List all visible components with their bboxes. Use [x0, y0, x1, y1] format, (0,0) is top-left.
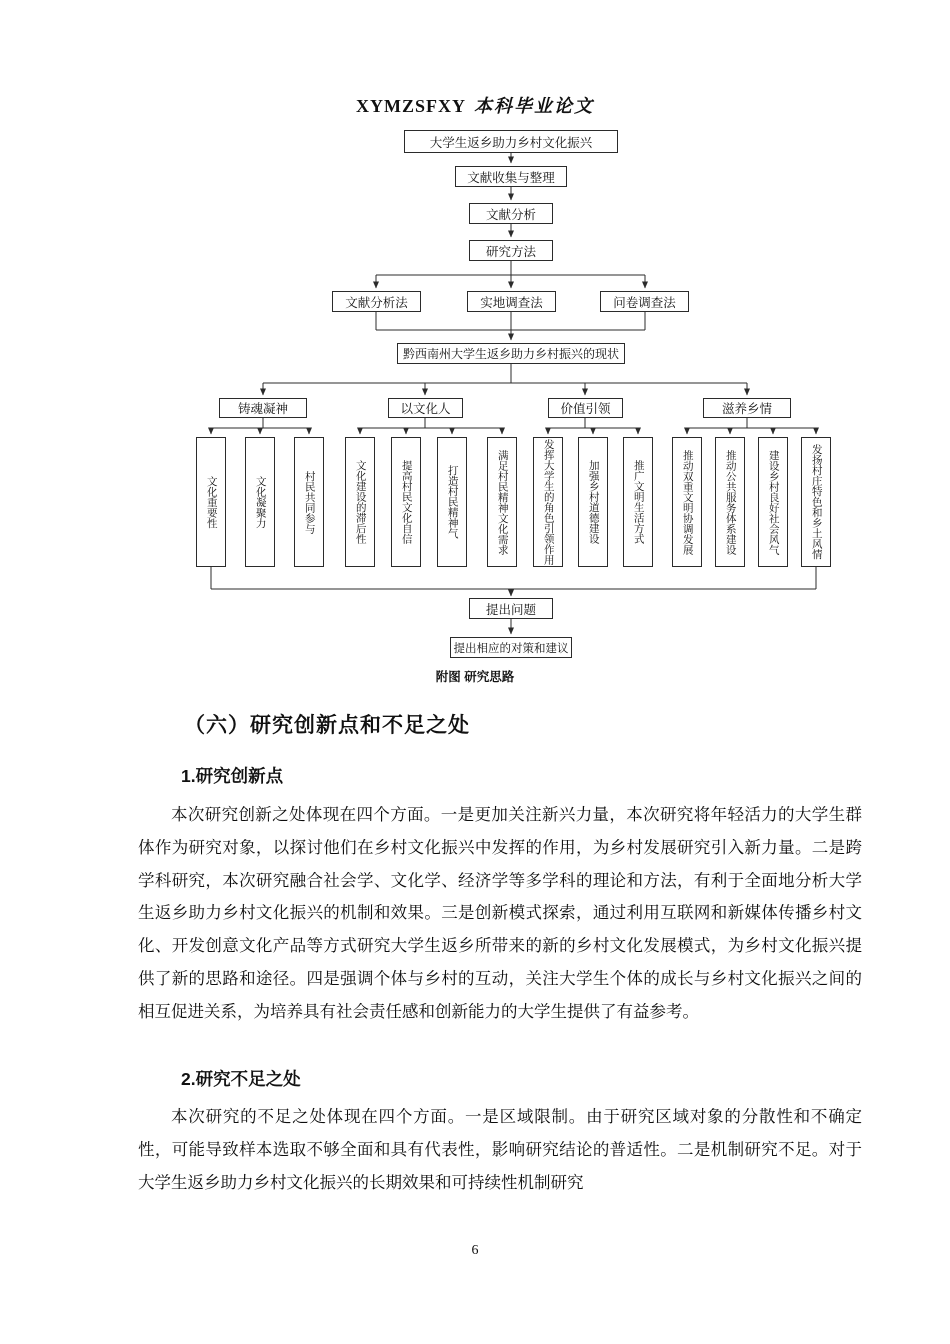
subsection-heading-innovation: 1.研究创新点	[181, 766, 284, 786]
flow-item-g1-1-label: 文化重要性	[205, 475, 218, 529]
flowchart-caption: 附图 研究思路	[435, 670, 515, 684]
flow-item-g3-1-label: 发挥大学生的角色引领作用	[542, 439, 555, 565]
flow-box-literature-analysis	[469, 203, 553, 224]
flow-box-literature-collection	[455, 166, 567, 187]
flow-box-research-methods	[469, 240, 553, 261]
flow-item-g1-2-label: 文化凝聚力	[254, 475, 267, 529]
flow-box-literature-analysis-label: 文献分析	[485, 207, 536, 222]
flow-box-category-4-label: 滋养乡情	[721, 402, 772, 416]
section-heading: （六）研究创新点和不足之处	[184, 714, 470, 737]
flow-box-topic	[404, 130, 618, 153]
subsection-heading-limitations: 2.研究不足之处	[181, 1069, 301, 1089]
flow-box-topic-label: 大学生返乡助力乡村文化振兴	[429, 135, 593, 150]
paragraph-innovation: 本次研究创新之处体现在四个方面。一是更加关注新兴力量，本次研究将年轻活力的大学生群体作为研究对象，以探讨他们在乡村文化振兴中发挥的作用，为乡村发展研究引入新力量。二是跨学科研究，本次研究融合社会学、文化学、经济学等多学科的理论和方法，有利于全面地分析大学生返乡助力乡村文化振兴的机制和效果。三是创新模式探索，通过利用互联网和新媒体传播乡村文化、开发创意文化产品等方式研究大学生返乡所带来的新的乡村文化发展模式，为乡村文化振兴提供了新的思路和途径。四是强调个体与乡村的互动，关注大学生个体的成长与乡村文化振兴之间的相互促进关系，为培养具有社会责任感和创新能力的大学生提供了有益参考。	[138, 805, 862, 1021]
flow-box-category-2-label: 以文化人	[400, 402, 451, 416]
flow-item-g4-1-label: 推动双重文明协调发展	[681, 449, 694, 555]
flow-box-category-3-label: 价值引领	[560, 402, 611, 416]
flow-item-g2-3	[437, 437, 467, 567]
flow-box-raise-questions-label: 提出问题	[485, 602, 536, 617]
flow-item-g3-3	[623, 437, 653, 567]
flow-box-method-literature-label: 文献分析法	[345, 295, 408, 310]
flow-item-g3-2-label: 加强乡村道德建设	[587, 460, 600, 544]
flow-item-g4-4-label: 发扬村庄特色和乡土风情	[810, 444, 823, 560]
flow-item-g4-3	[758, 437, 788, 567]
flow-item-g1-3	[294, 437, 324, 567]
flow-item-g2-2	[391, 437, 421, 567]
flow-item-g2-1	[345, 437, 375, 567]
flow-box-raise-questions	[469, 598, 553, 619]
flow-box-status-label: 黔西南州大学生返乡助力乡村振兴的现状	[402, 347, 619, 361]
flow-box-category-4	[703, 398, 791, 418]
flow-box-method-literature	[332, 291, 421, 312]
flow-box-research-methods-label: 研究方法	[485, 244, 536, 259]
flow-item-g1-1	[196, 437, 226, 567]
flow-box-status	[397, 343, 625, 364]
flow-box-category-2	[388, 398, 463, 418]
flow-item-g2-1-label: 文化建设的滞后性	[354, 460, 367, 544]
header-doc-type: 本科毕业论文	[474, 96, 594, 116]
flow-box-method-field	[467, 291, 556, 312]
flow-item-g3-3-label: 推广文明生活方式	[632, 460, 645, 544]
flow-item-g2-4-label: 满足村民精神文化需求	[496, 449, 509, 555]
flow-box-literature-collection-label: 文献收集与整理	[467, 170, 555, 185]
flow-item-g3-1	[533, 437, 563, 567]
flow-box-category-1	[219, 398, 307, 418]
flow-item-g4-4	[801, 437, 831, 567]
flow-item-g2-4	[487, 437, 517, 567]
flow-box-method-questionnaire-label: 问卷调查法	[613, 295, 676, 310]
flow-box-suggestions-label: 提出相应的对策和建议	[453, 642, 569, 655]
paragraph-limitations: 本次研究的不足之处体现在四个方面。一是区域限制。由于研究区域对象的分散性和不确定性，可能导致样本选取不够全面和具有代表性，影响研究结论的普适性。二是机制研究不足。对于大学生返乡助力乡村文化振兴的长期效果和可持续性机制研究	[138, 1107, 862, 1192]
flow-item-g2-2-label: 提高村民文化自信	[400, 460, 413, 544]
flow-item-g3-2	[578, 437, 608, 567]
page-number: 6	[471, 1243, 479, 1258]
flow-item-g1-3-label: 村民共同参与	[303, 470, 316, 534]
flow-box-method-field-label: 实地调查法	[480, 295, 543, 310]
flow-box-method-questionnaire	[600, 291, 689, 312]
flow-box-category-1-label: 铸魂凝神	[237, 402, 288, 416]
flow-item-g4-2-label: 推动公共服务体系建设	[724, 449, 737, 555]
flow-item-g2-3-label: 打造村民精神气	[446, 465, 459, 539]
flow-item-g4-1	[672, 437, 702, 567]
header-school-code: XYMZSFXY	[356, 96, 466, 116]
flow-item-g4-3-label: 建设乡村良好社会风气	[767, 449, 780, 555]
document-header	[0, 92, 950, 118]
flow-box-suggestions	[450, 637, 572, 658]
flow-item-g1-2	[245, 437, 275, 567]
flow-item-g4-2	[715, 437, 745, 567]
flow-box-category-3	[548, 398, 623, 418]
